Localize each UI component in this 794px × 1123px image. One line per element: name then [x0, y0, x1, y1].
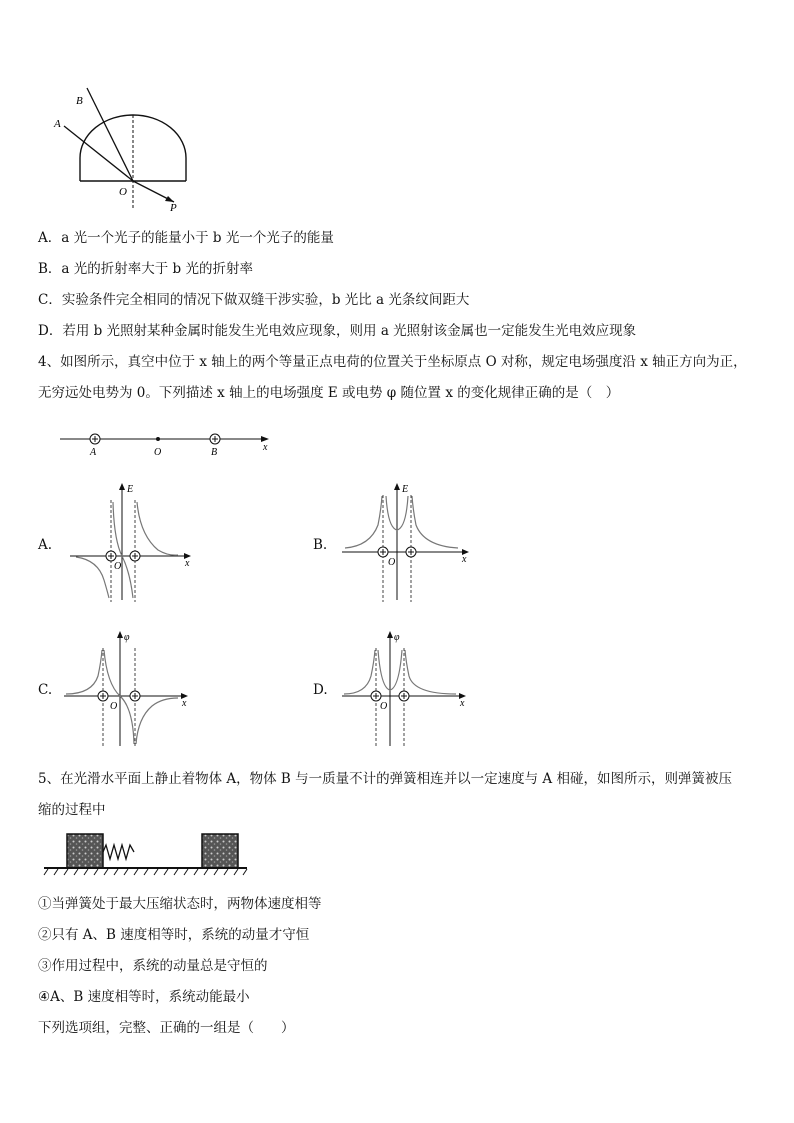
- graph-d: [340, 628, 475, 750]
- graph-a-origin: O: [114, 561, 122, 572]
- q5-stem-line1: 5、在光滑水平面上静止着物体 A，物体 B 与一质量不计的弹簧相连并以一定速度与 A 相碰，如图所示，则弹簧被压: [38, 771, 732, 787]
- graph-b: [340, 480, 475, 605]
- graph-d-origin: O: [380, 701, 388, 712]
- label-a: A: [54, 118, 61, 130]
- graph-option-b-label: B.: [313, 537, 328, 553]
- q3-option-d: D．若用 b 光照射某种金属时能发生光电效应现象，则用 a 光照射该金属也一定能发生光电效应现象: [38, 323, 637, 339]
- axis-label-x: x: [263, 442, 268, 453]
- graph-b-ylabel: E: [402, 484, 409, 495]
- q3-option-a: A．a 光一个光子的能量小于 b 光一个光子的能量: [38, 230, 334, 246]
- q3-option-b: B．a 光的折射率大于 b 光的折射率: [38, 261, 253, 277]
- graph-option-c-label: C.: [38, 682, 53, 698]
- graph-c-origin: O: [110, 701, 118, 712]
- graph-d-ylabel: φ: [394, 632, 400, 643]
- q5-statement-2: ②只有 A、B 速度相等时，系统的动量才守恒: [38, 927, 310, 943]
- q4-stem-line1: 4、如图所示，真空中位于 x 轴上的两个等量正点电荷的位置关于坐标原点 O 对称，规定电场强度沿 x 轴正方向为正，: [38, 354, 747, 370]
- graph-b-origin: O: [388, 557, 396, 568]
- graph-c-ylabel: φ: [124, 632, 130, 643]
- axis-label-b: B: [211, 447, 218, 458]
- spring-blocks-figure: [42, 828, 252, 878]
- label-b: B: [76, 95, 83, 107]
- q5-statement-3: ③作用过程中，系统的动量总是守恒的: [38, 958, 268, 974]
- semicircle-refraction-figure: [40, 80, 220, 215]
- graph-b-xlabel: x: [462, 554, 467, 565]
- charges-axis-figure: [55, 428, 280, 463]
- q5-statement-1: ①当弹簧处于最大压缩状态时，两物体速度相等: [38, 896, 322, 912]
- graph-d-xlabel: x: [460, 698, 465, 709]
- axis-label-a: A: [90, 447, 97, 458]
- label-p: P: [170, 202, 177, 214]
- graph-c: [62, 628, 197, 750]
- graph-c-xlabel: x: [182, 698, 187, 709]
- q4-stem-line2: 无穷远处电势为 0。下列描述 x 轴上的电场强度 E 或电势 φ 随位置 x 的变化规律正确的是（ ）: [38, 385, 620, 401]
- graph-option-d-label: D.: [313, 682, 328, 698]
- graph-a-xlabel: x: [185, 558, 190, 569]
- q5-statement-4: ④A、B 速度相等时，系统动能最小: [38, 989, 250, 1005]
- axis-label-o: O: [154, 447, 162, 458]
- graph-option-a-label: A.: [38, 537, 53, 553]
- q3-option-c: C．实验条件完全相同的情况下做双缝干涉实验，b 光比 a 光条纹间距大: [38, 292, 470, 308]
- graph-a: [68, 480, 198, 605]
- graph-a-ylabel: E: [127, 484, 134, 495]
- q5-stem-line2: 缩的过程中: [38, 802, 106, 818]
- label-o: O: [119, 186, 127, 198]
- q5-closing: 下列选项组，完整、正确的一组是（ ）: [38, 1020, 295, 1036]
